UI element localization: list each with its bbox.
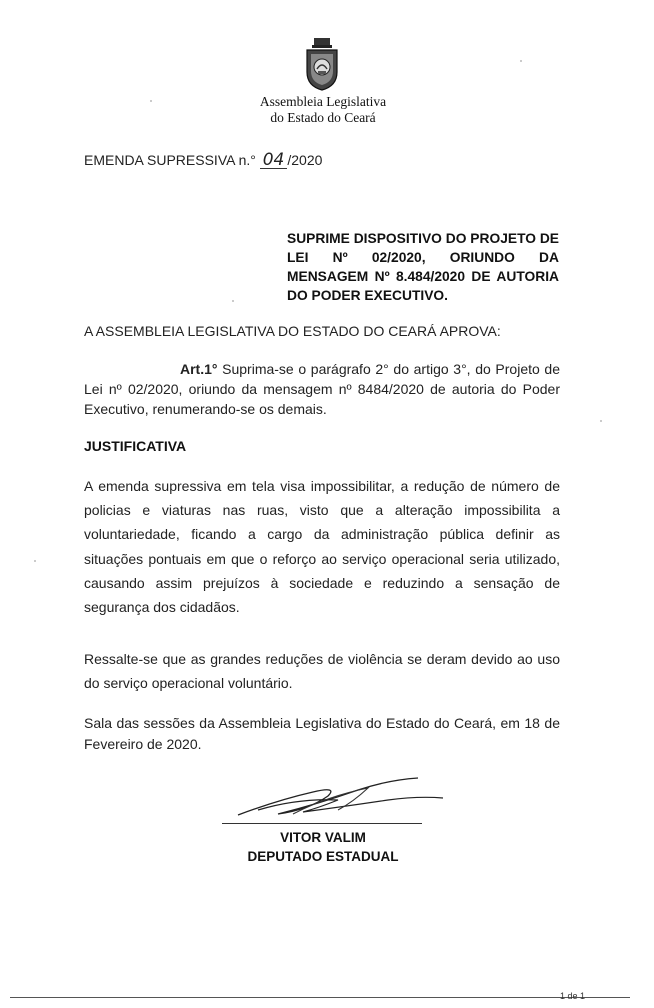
scan-speck	[520, 60, 522, 62]
amendment-prefix: EMENDA SUPRESSIVA n.°	[84, 152, 256, 168]
signatory-name: VITOR VALIM	[280, 830, 366, 845]
footer-rule	[10, 997, 630, 998]
article-label: Art.1°	[180, 361, 218, 377]
amendment-number	[84, 152, 322, 169]
institution-line-2: do Estado do Ceará	[270, 110, 376, 125]
handwritten-signature	[218, 770, 448, 830]
amendment-summary: SUPRIME DISPOSITIVO DO PROJETO DE LEI Nº 02/2020, ORIUNDO DA MENSAGEM Nº 8.484/2020 DE AUTORIA DO PODER EXECUTIVO.	[287, 231, 559, 303]
signatory-block	[200, 828, 446, 866]
article-text: Suprima-se o parágrafo 2° do artigo 3°, do Projeto de Lei nº 02/2020, oriundo da mensagem nº 8484/2020 de autoria do Poder Executivo, renumerando-se os demais.	[84, 361, 560, 417]
justification-paragraph-1: A emenda supressiva em tela visa impossibilitar, a redução de número de policias e viaturas nas ruas, visto que a alteração impossibilita a voluntariedade, ficando a cargo da administração pública definir as situações pontuais em que o reforço ao serviço operacional seria utilizado, causando assim prejuízos à sociedade e reduzindo a sensação de segurança dos cidadãos.	[84, 478, 560, 616]
state-coat-of-arms-icon	[299, 36, 345, 92]
approval-clause: A ASSEMBLEIA LEGISLATIVA DO ESTADO DO CEARÁ APROVA:	[84, 323, 501, 339]
institution-line-1: Assembleia Legislativa	[259, 94, 387, 109]
page-number: 1 de 1	[560, 991, 586, 1001]
signatory-title: DEPUTADO ESTADUAL	[247, 849, 399, 864]
signature-line	[222, 823, 422, 824]
justification-heading: JUSTIFICATIVA	[84, 438, 187, 454]
amendment-suffix: /2020	[287, 152, 323, 168]
amendment-handwritten-number: 04	[260, 152, 288, 169]
institution-name	[200, 94, 446, 126]
justification-paragraph-2: Ressalte-se que as grandes reduções de violência se deram devido ao uso do serviço operacional voluntário.	[84, 651, 560, 691]
scan-speck	[150, 100, 152, 102]
article-1	[84, 359, 560, 419]
scan-speck	[600, 420, 602, 422]
scan-speck	[232, 300, 234, 302]
session-date-paragraph: Sala das sessões da Assembleia Legislativa do Estado do Ceará, em 18 de Fevereiro de 2020.	[84, 715, 560, 752]
scan-speck	[34, 560, 36, 562]
